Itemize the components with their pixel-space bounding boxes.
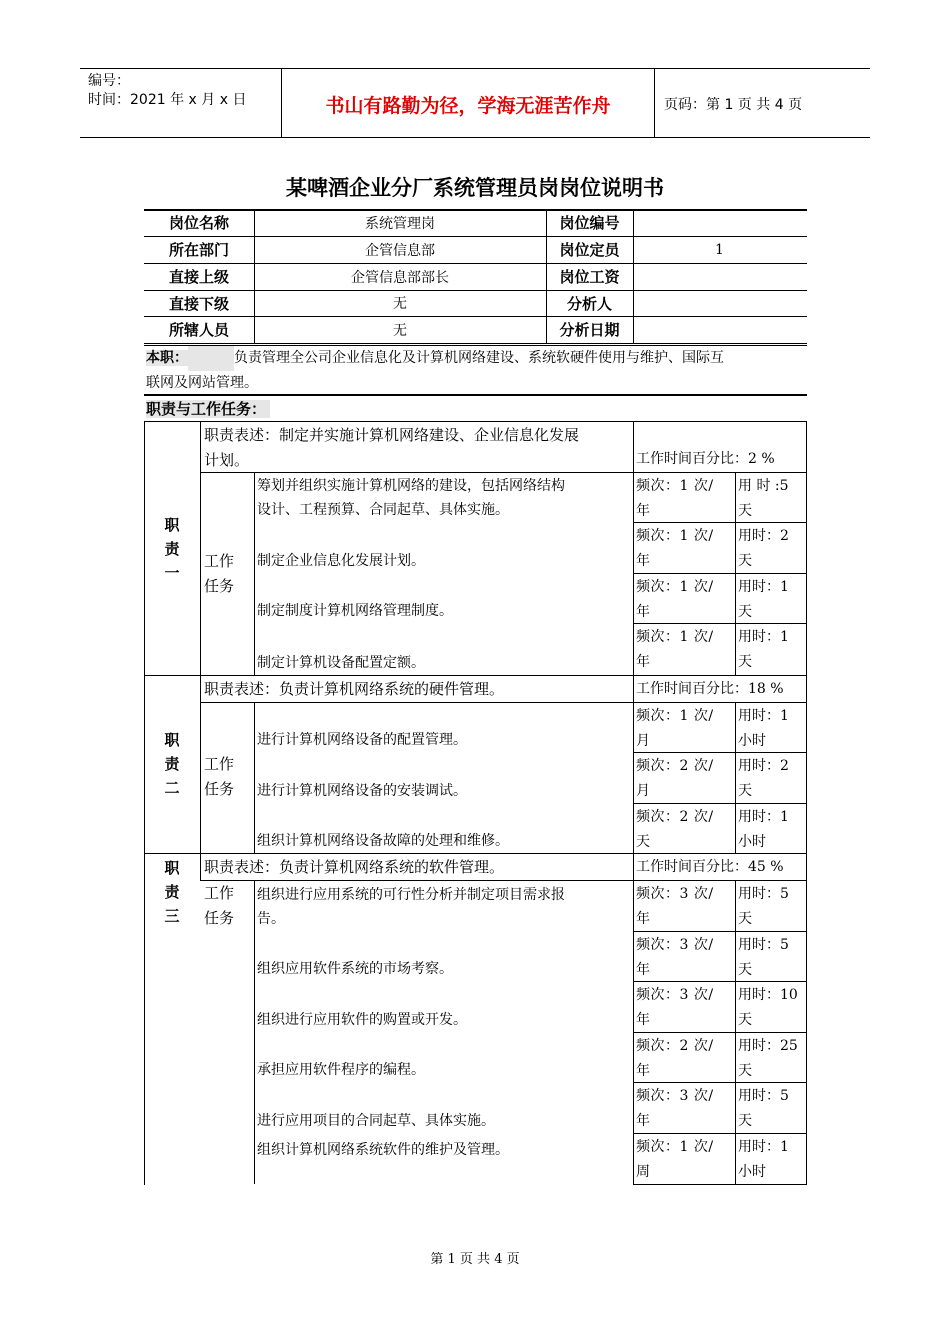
frequency-line: 频次：3 次/ xyxy=(636,886,714,902)
page-footer: 第 1 页 共 4 页 xyxy=(430,1252,520,1267)
task-time xyxy=(738,575,804,623)
time-unit: 天 xyxy=(738,1063,752,1079)
table-border xyxy=(806,1133,807,1184)
table-border xyxy=(806,1032,807,1082)
info-value xyxy=(633,290,806,316)
table-border xyxy=(735,931,736,981)
frequency-line: 频次：1 次/ xyxy=(636,528,714,544)
task-text-line: 进行计算机网络设备的安装调试。 xyxy=(257,783,467,799)
info-value: 无 xyxy=(393,296,407,312)
task-description xyxy=(257,803,630,853)
table-border xyxy=(254,209,255,343)
table-border xyxy=(735,880,736,931)
table-border xyxy=(254,623,255,675)
table-border xyxy=(144,675,807,676)
table-border xyxy=(633,623,807,624)
task-frequency xyxy=(636,1135,734,1184)
main-duty-text: 负责管理全公司企业信息化及计算机网络建设、系统软硬件使用与维护、国际互 xyxy=(234,350,724,366)
table-border xyxy=(735,702,736,752)
duty-description-line: 职责表述：制定并实施计算机网络建设、企业信息化发展 xyxy=(204,426,580,444)
task-time xyxy=(738,983,804,1032)
frequency-line: 频次：1 次/ xyxy=(636,629,714,645)
table-border xyxy=(735,981,736,1032)
table-border xyxy=(633,752,634,803)
table-border xyxy=(633,880,634,931)
task-time xyxy=(738,1084,804,1133)
task-description xyxy=(257,623,630,675)
frequency-line: 频次：1 次/ xyxy=(636,708,714,724)
task-text-line: 告。 xyxy=(257,911,285,927)
task-time xyxy=(738,524,804,573)
time-unit: 天 xyxy=(738,654,752,670)
info-value: 企管信息部部长 xyxy=(351,269,449,286)
header-meta xyxy=(88,72,246,110)
time-unit: 小时 xyxy=(738,1164,766,1180)
table-border xyxy=(806,752,807,803)
task-time xyxy=(738,754,804,803)
frequency-unit: 月 xyxy=(636,783,651,799)
time-value: 用时：1 xyxy=(738,629,789,645)
table-border xyxy=(735,623,736,675)
table-border xyxy=(633,209,634,343)
task-frequency xyxy=(636,625,734,675)
frequency-unit: 年 xyxy=(636,962,651,978)
task-frequency xyxy=(636,1034,734,1082)
info-label: 所辖人员 xyxy=(168,321,229,339)
table-border xyxy=(633,421,634,472)
table-border xyxy=(806,931,807,981)
task-frequency xyxy=(636,805,734,853)
time-line xyxy=(738,1084,804,1109)
task-text-line: 组织计算机网络系统软件的维护及管理。 xyxy=(257,1142,509,1158)
task-time xyxy=(738,1135,804,1184)
time-line xyxy=(738,754,804,779)
task-text-line: 制定企业信息化发展计划。 xyxy=(257,553,425,569)
table-border xyxy=(806,573,807,623)
task-text-line: 筹划并组织实施计算机网络的建设，包括网络结构 xyxy=(257,478,565,494)
task-text-line: 组织进行应用系统的可行性分析并制定项目需求报 xyxy=(257,887,565,903)
work-task-label-line: 工作 xyxy=(204,552,235,570)
duty-description-line: 计划。 xyxy=(204,451,250,469)
table-border xyxy=(546,209,547,343)
frequency-unit: 年 xyxy=(636,604,651,620)
table-border xyxy=(254,522,255,573)
task-text-line: 进行应用项目的合同起草、具体实施。 xyxy=(257,1113,495,1129)
task-text-line: 进行计算机网络设备的配置管理。 xyxy=(257,732,467,748)
frequency-line: 频次：3 次/ xyxy=(636,1088,714,1104)
duty-description xyxy=(204,423,631,473)
table-border xyxy=(144,343,807,344)
task-text-line: 组织应用软件系统的市场考察。 xyxy=(257,961,453,977)
duties-header-label: 职责与工作任务： xyxy=(146,400,270,418)
frequency-unit: 年 xyxy=(636,503,651,519)
document-number-label: 编号： xyxy=(88,73,130,89)
table-border xyxy=(633,522,634,573)
task-description xyxy=(257,472,630,522)
frequency-line: 频次：3 次/ xyxy=(636,937,714,953)
frequency-line: 频次：1 次/ xyxy=(636,579,714,595)
table-border xyxy=(806,702,807,752)
time-value: 用时：25 xyxy=(738,1038,798,1054)
task-description xyxy=(257,981,630,1032)
time-line xyxy=(738,474,804,499)
frequency-line: 频次：3 次/ xyxy=(636,987,714,1003)
time-line xyxy=(738,524,804,549)
frequency-unit: 天 xyxy=(636,834,651,850)
table-border xyxy=(633,472,634,522)
table-border xyxy=(254,931,255,981)
info-label: 分析人 xyxy=(566,294,612,313)
task-time xyxy=(738,1034,804,1082)
time-line xyxy=(738,704,804,729)
frequency-unit: 年 xyxy=(636,1063,651,1079)
time-value: 用时：1 xyxy=(738,579,789,595)
duty-description: 职责表述：负责计算机网络系统的硬件管理。 xyxy=(204,680,505,698)
time-unit: 天 xyxy=(738,553,752,569)
frequency-unit: 年 xyxy=(636,1113,651,1129)
work-task-label-line: 任务 xyxy=(204,780,235,798)
time-unit: 天 xyxy=(738,1113,752,1129)
time-line xyxy=(738,983,804,1008)
table-border xyxy=(735,1032,736,1082)
table-border xyxy=(144,853,807,854)
table-border xyxy=(254,1082,255,1133)
time-value: 用时：1 xyxy=(738,1139,789,1155)
table-border xyxy=(633,1082,807,1083)
duty-name-char: 责 xyxy=(164,755,180,773)
work-time-percent: 工作时间百分比：18 % xyxy=(636,681,784,697)
work-task-label xyxy=(204,549,258,599)
info-label: 所在部门 xyxy=(168,241,229,259)
time-unit: 天 xyxy=(738,911,752,927)
document-time-label: 时间：2021 年 x 月 x 日 xyxy=(88,92,247,108)
task-description xyxy=(257,1032,630,1082)
task-time xyxy=(738,704,804,752)
time-unit: 天 xyxy=(738,1012,752,1028)
task-frequency xyxy=(636,474,734,522)
frequency-unit: 年 xyxy=(636,553,651,569)
table-border xyxy=(633,752,807,753)
task-frequency xyxy=(636,933,734,981)
task-text-line: 组织进行应用软件的购置或开发。 xyxy=(257,1012,467,1028)
header-motto: 书山有路勤为径，学海无涯苦作舟 xyxy=(325,95,611,117)
table-border xyxy=(144,394,807,396)
time-value: 用时：1 xyxy=(738,809,789,825)
task-description xyxy=(257,573,630,623)
time-value: 用时：1 xyxy=(738,708,789,724)
task-text-line: 设计、工程预算、合同起草、具体实施。 xyxy=(257,502,509,518)
table-border xyxy=(633,931,807,932)
table-border xyxy=(200,854,201,880)
table-border xyxy=(633,981,807,982)
table-border xyxy=(200,421,201,675)
time-unit: 天 xyxy=(738,604,752,620)
task-time xyxy=(738,882,804,931)
table-border xyxy=(633,981,634,1032)
work-task-label-line: 工作 xyxy=(204,755,235,773)
time-value: 用时：5 xyxy=(738,937,789,953)
duty-name-char: 职 xyxy=(164,731,180,749)
task-time xyxy=(738,805,804,853)
frequency-unit: 年 xyxy=(636,654,651,670)
time-line xyxy=(738,1135,804,1160)
table-border xyxy=(254,803,255,853)
info-value: 1 xyxy=(715,241,724,258)
time-line xyxy=(738,882,804,907)
task-text-line: 组织计算机网络设备故障的处理和维修。 xyxy=(257,833,509,849)
table-border xyxy=(254,981,255,1032)
time-unit: 天 xyxy=(738,783,752,799)
duty-name-char: 一 xyxy=(164,564,180,582)
time-unit: 小时 xyxy=(738,834,766,850)
duty-name-char: 责 xyxy=(164,883,180,901)
work-task-label-line: 任务 xyxy=(204,909,235,927)
time-value: 用时：2 xyxy=(738,758,789,774)
table-border xyxy=(633,854,634,880)
table-border xyxy=(735,752,736,803)
table-border xyxy=(806,472,807,522)
table-border xyxy=(633,1032,807,1033)
table-border xyxy=(735,573,736,623)
table-border xyxy=(633,702,634,752)
task-description xyxy=(257,1082,630,1133)
frequency-line: 频次：1 次/ xyxy=(636,1139,714,1155)
task-description xyxy=(257,522,630,573)
info-label: 直接下级 xyxy=(168,294,229,313)
frequency-line: 频次：1 次/ xyxy=(636,478,714,494)
info-label: 分析日期 xyxy=(559,321,620,339)
table-border xyxy=(735,1133,736,1184)
table-border xyxy=(633,1133,807,1134)
task-text-line: 制定制度计算机网络管理制度。 xyxy=(257,603,453,619)
info-label: 岗位名称 xyxy=(168,214,229,232)
table-border xyxy=(806,522,807,573)
task-frequency xyxy=(636,704,734,752)
work-task-label xyxy=(204,881,258,931)
frequency-unit: 年 xyxy=(636,1012,651,1028)
header-page-info: 页码：第 1 页 共 4 页 xyxy=(664,97,803,113)
table-border xyxy=(633,803,807,804)
task-frequency xyxy=(636,575,734,623)
table-border xyxy=(144,421,807,422)
table-border xyxy=(806,676,807,702)
table-border xyxy=(735,522,736,573)
task-frequency xyxy=(636,524,734,573)
task-time xyxy=(738,625,804,675)
frequency-unit: 月 xyxy=(636,733,651,749)
time-value: 用时：5 xyxy=(738,1088,789,1104)
time-line xyxy=(738,933,804,958)
table-border xyxy=(633,573,634,623)
info-label: 直接上级 xyxy=(168,268,229,286)
main-duty xyxy=(146,346,804,394)
table-border xyxy=(254,1032,255,1082)
table-border xyxy=(633,1184,807,1185)
table-border xyxy=(254,472,255,522)
info-value: 无 xyxy=(393,322,407,339)
task-frequency xyxy=(636,1084,734,1133)
task-description xyxy=(257,1133,630,1184)
info-value: 系统管理岗 xyxy=(365,215,435,232)
duty-name xyxy=(144,728,200,800)
time-value: 用时：5 xyxy=(738,886,789,902)
time-line xyxy=(738,1034,804,1059)
table-border xyxy=(254,1133,255,1184)
duty-name-char: 职 xyxy=(164,859,180,877)
time-value: 用时：10 xyxy=(738,987,798,1003)
task-text-line: 制定计算机设备配置定额。 xyxy=(257,655,425,671)
work-time-percent: 工作时间百分比：45 % xyxy=(636,859,784,875)
table-border xyxy=(633,931,634,981)
main-duty-text: 联网及网站管理。 xyxy=(146,375,258,391)
duty-name xyxy=(144,513,200,585)
table-border xyxy=(806,854,807,880)
task-text-line: 承担应用软件程序的编程。 xyxy=(257,1062,425,1078)
duty-description: 职责表述：负责计算机网络系统的软件管理。 xyxy=(204,858,505,876)
frequency-line: 频次：2 次/ xyxy=(636,758,714,774)
info-value xyxy=(633,263,806,290)
info-label: 岗位工资 xyxy=(559,268,620,286)
work-task-label-line: 工作 xyxy=(204,884,235,902)
duty-name-char: 二 xyxy=(164,779,180,797)
table-border xyxy=(735,472,736,522)
table-border xyxy=(735,803,736,853)
table-border xyxy=(633,1082,634,1133)
table-border xyxy=(254,752,255,803)
table-border xyxy=(633,676,634,702)
time-unit: 天 xyxy=(738,503,752,519)
frequency-unit: 周 xyxy=(636,1164,651,1180)
info-value xyxy=(633,209,806,236)
document-title: 某啤酒企业分厂系统管理员岗岗位说明书 xyxy=(286,176,664,200)
duty-name-char: 责 xyxy=(164,540,180,558)
info-label: 岗位编号 xyxy=(559,214,620,232)
frequency-line: 频次：2 次/ xyxy=(636,809,714,825)
page-header xyxy=(80,68,870,138)
task-description xyxy=(257,931,630,981)
info-label: 岗位定员 xyxy=(559,241,620,259)
time-value: 用 时 :5 xyxy=(738,478,789,494)
table-border xyxy=(806,981,807,1032)
time-line xyxy=(738,625,804,650)
task-frequency xyxy=(636,754,734,803)
table-border xyxy=(254,573,255,623)
time-line xyxy=(738,575,804,600)
time-value: 用时：2 xyxy=(738,528,789,544)
main-duty-label: 本职： xyxy=(146,350,188,366)
table-border xyxy=(806,421,807,472)
duty-name-char: 职 xyxy=(164,516,180,534)
frequency-line: 频次：2 次/ xyxy=(636,1038,714,1054)
table-border xyxy=(633,803,634,853)
table-border xyxy=(633,623,634,675)
table-border xyxy=(633,1032,634,1082)
info-value xyxy=(633,316,806,343)
task-description xyxy=(257,702,630,752)
info-value: 企管信息部 xyxy=(365,242,435,259)
table-border xyxy=(633,573,807,574)
time-line xyxy=(738,805,804,830)
duty-name xyxy=(144,856,200,928)
task-frequency xyxy=(636,983,734,1032)
table-border xyxy=(633,1133,634,1184)
table-border xyxy=(806,1082,807,1133)
work-task-label xyxy=(204,752,258,802)
work-time-percent: 工作时间百分比：2 % xyxy=(636,451,775,467)
frequency-unit: 年 xyxy=(636,911,651,927)
duty-name-char: 三 xyxy=(164,907,180,925)
table-border xyxy=(254,880,255,931)
header-divider xyxy=(654,69,655,137)
table-border xyxy=(806,803,807,853)
task-time xyxy=(738,933,804,981)
task-frequency xyxy=(636,882,734,931)
table-border xyxy=(806,880,807,931)
table-border xyxy=(633,522,807,523)
time-unit: 小时 xyxy=(738,733,766,749)
table-border xyxy=(735,1082,736,1133)
task-description xyxy=(257,880,630,931)
table-border xyxy=(806,623,807,675)
work-task-label-line: 任务 xyxy=(204,577,235,595)
task-description xyxy=(257,752,630,803)
table-border xyxy=(254,702,255,752)
task-time xyxy=(738,474,804,522)
duties-header xyxy=(146,397,286,421)
time-unit: 天 xyxy=(738,962,752,978)
